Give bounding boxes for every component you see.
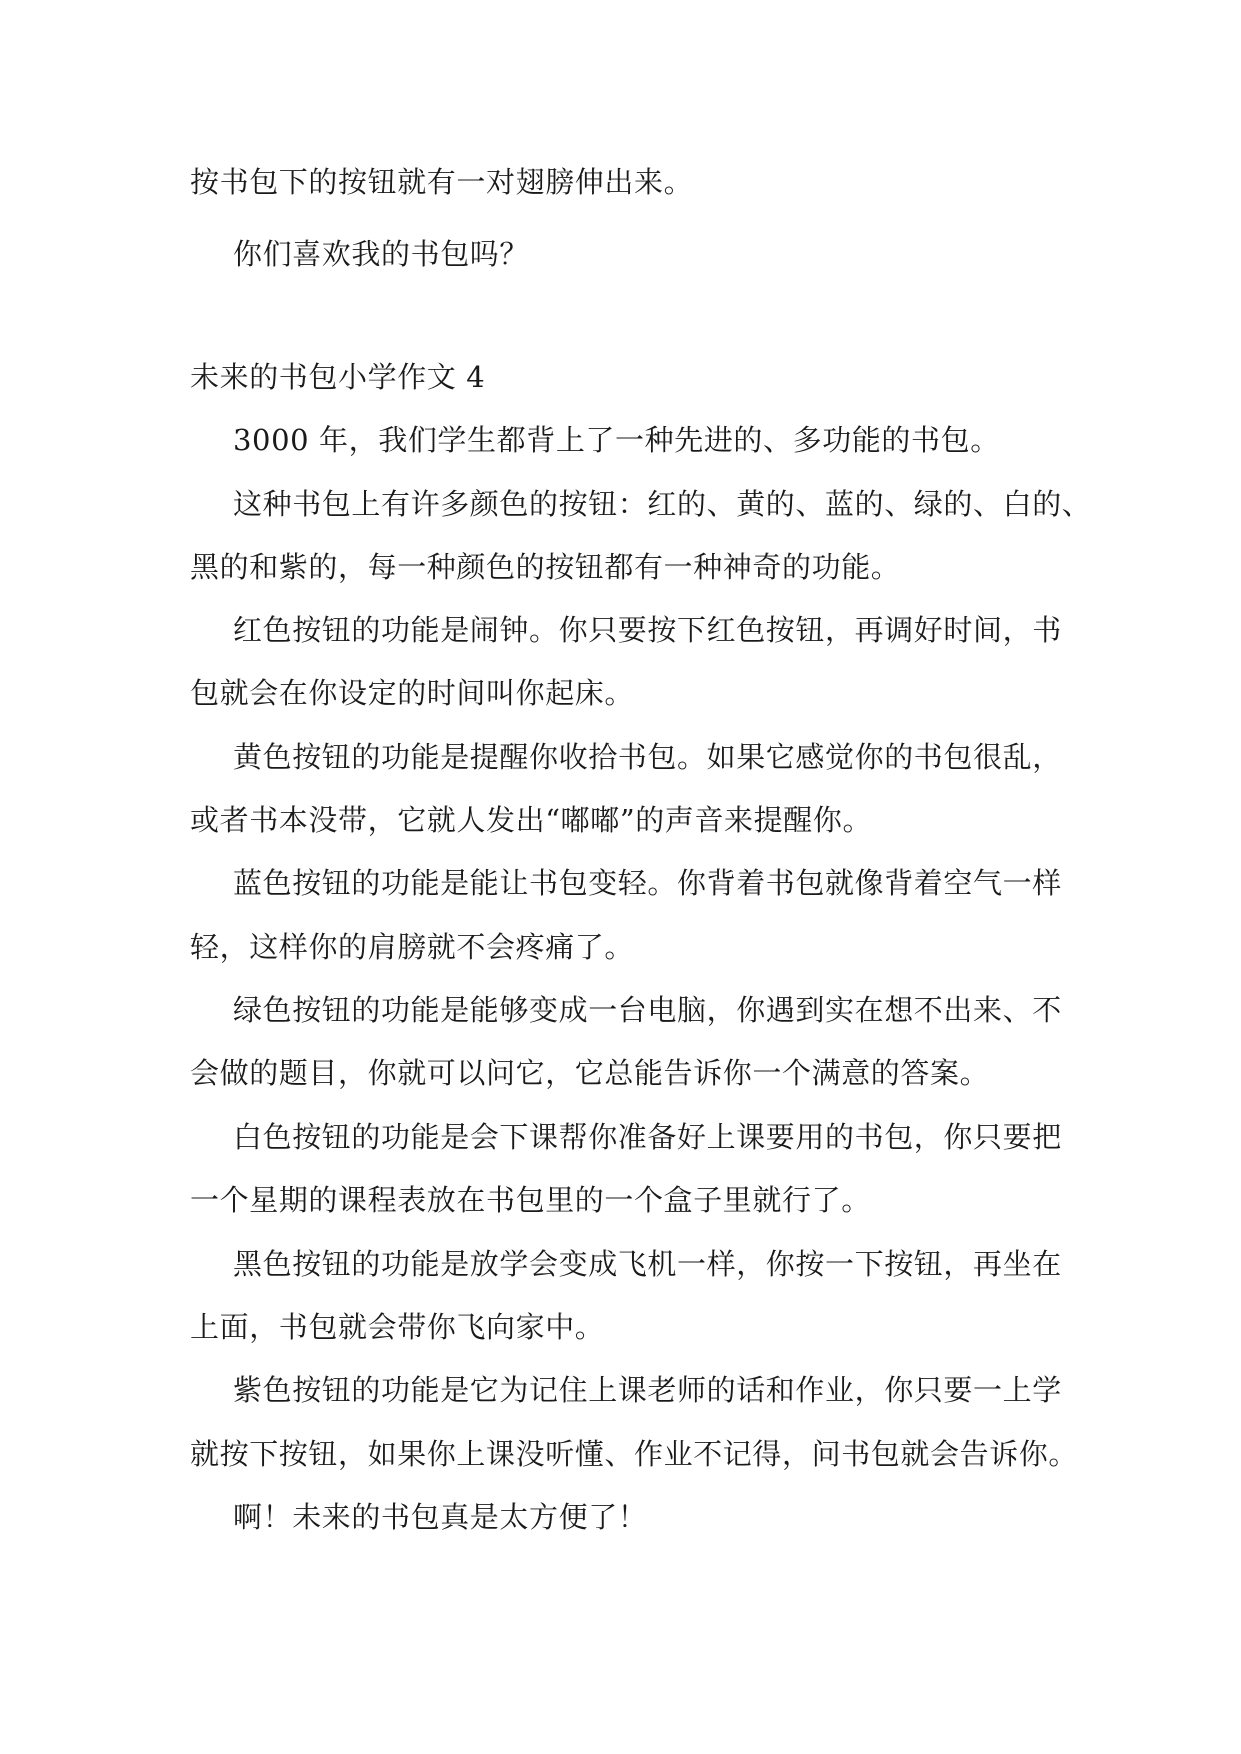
text-line: 绿色按钮的功能是能够变成一台电脑，你遇到实在想不出来、不 <box>233 993 1062 1027</box>
text-line: 轻，这样你的肩膀就不会疼痛了。 <box>190 930 635 964</box>
text-line: 白色按钮的功能是会下课帮你准备好上课要用的书包，你只要把 <box>233 1120 1062 1154</box>
text-line: 就按下按钮，如果你上课没听懂、作业不记得，问书包就会告诉你。 <box>190 1437 1079 1471</box>
section-heading: 未来的书包小学作文 4 <box>190 360 486 394</box>
text-line: 一个星期的课程表放在书包里的一个盒子里就行了。 <box>190 1183 871 1217</box>
text-line-question: 你们喜欢我的书包吗？ <box>233 237 530 271</box>
text-line: 黑的和紫的，每一种颜色的按钮都有一种神奇的功能。 <box>190 550 901 584</box>
text-line: 黑色按钮的功能是放学会变成飞机一样，你按一下按钮，再坐在 <box>233 1247 1062 1281</box>
text-line: 会做的题目，你就可以问它，它总能告诉你一个满意的答案。 <box>190 1056 990 1090</box>
text-line: 或者书本没带，它就人发出“嘟嘟”的声音来提醒你。 <box>190 803 873 837</box>
text-line: 3000 年，我们学生都背上了一种先进的、多功能的书包。 <box>233 423 1000 457</box>
text-line-continuation: 按书包下的按钮就有一对翅膀伸出来。 <box>190 165 694 199</box>
text-line: 黄色按钮的功能是提醒你收拾书包。如果它感觉你的书包很乱， <box>233 740 1062 774</box>
text-line: 蓝色按钮的功能是能让书包变轻。你背着书包就像背着空气一样 <box>233 866 1062 900</box>
text-line: 红色按钮的功能是闹钟。你只要按下红色按钮，再调好时间，书 <box>233 613 1062 647</box>
text-line: 上面，书包就会带你飞向家中。 <box>190 1310 605 1344</box>
text-line: 这种书包上有许多颜色的按钮：红的、黄的、蓝的、绿的、白的、 <box>233 487 1092 521</box>
text-line: 紫色按钮的功能是它为记住上课老师的话和作业，你只要一上学 <box>233 1373 1062 1407</box>
text-line: 包就会在你设定的时间叫你起床。 <box>190 676 635 710</box>
text-line-closing: 啊！未来的书包真是太方便了！ <box>233 1500 648 1534</box>
